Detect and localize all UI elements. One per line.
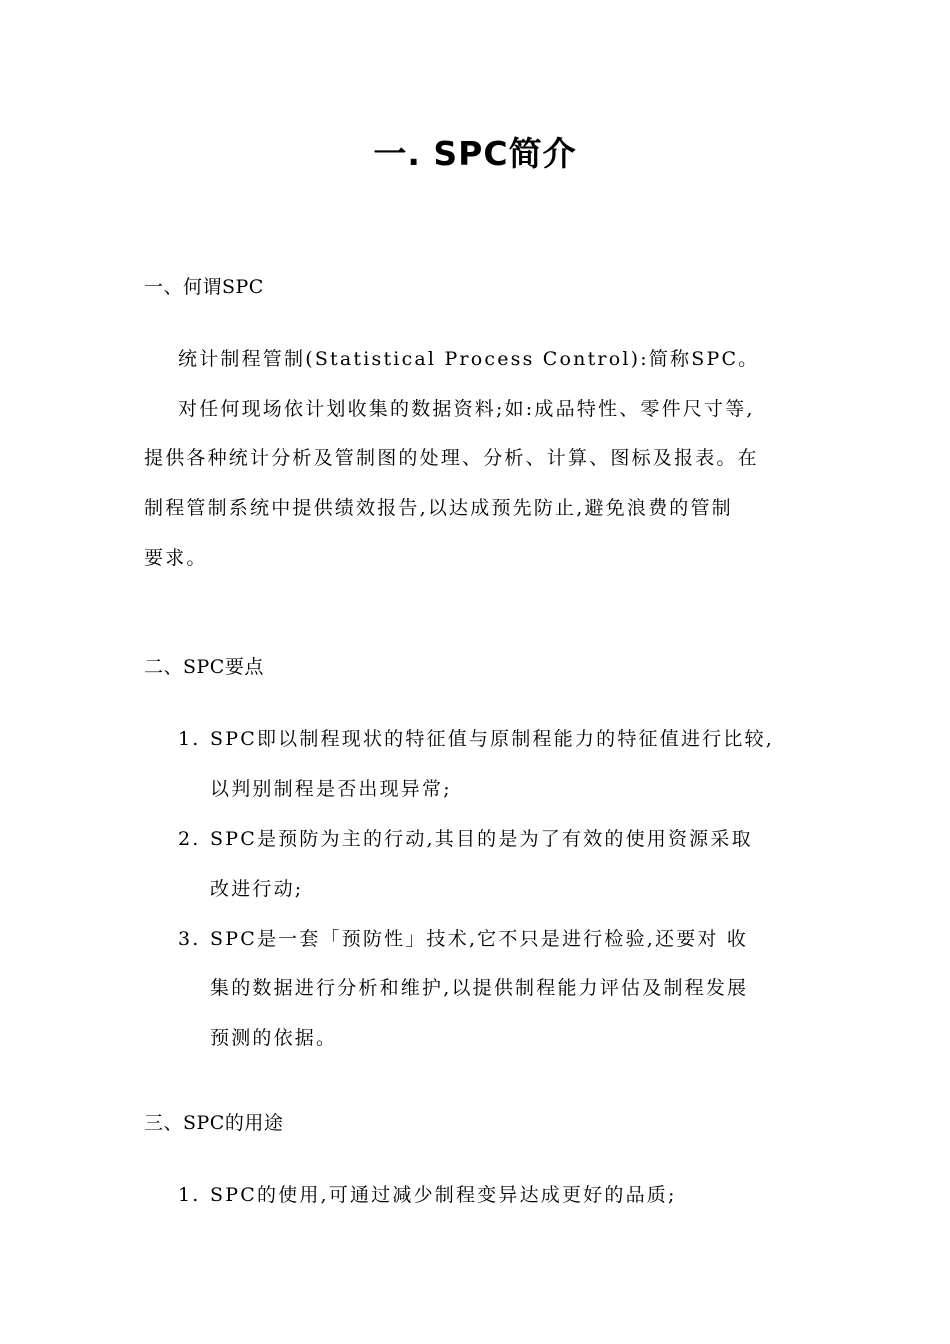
page-title: 一. SPC简介 xyxy=(373,134,577,173)
list-item-number: 2. xyxy=(178,828,201,850)
list-item xyxy=(178,1180,677,1207)
list-item xyxy=(178,824,753,851)
list-item-text: SPC的使用,可通过减少制程变异达成更好的品质; xyxy=(210,1184,677,1206)
section-heading-what-is-spc: 一、何谓SPC xyxy=(144,276,264,298)
section-heading-spc-key-points: 二、SPC要点 xyxy=(144,656,264,678)
list-item xyxy=(178,724,774,751)
list-item-text: SPC即以制程现状的特征值与原制程能力的特征值进行比较, xyxy=(210,728,774,750)
paragraph-line: 统计制程管制(Statistical Process Control):简称SPC。 xyxy=(178,348,760,370)
list-item-number: 3. xyxy=(178,928,201,950)
list-item-text: SPC是预防为主的行动,其目的是为了有效的使用资源采取 xyxy=(210,828,753,850)
paragraph-line: 提供各种统计分析及管制图的处理、分析、计算、图标及报表。在 xyxy=(144,447,759,469)
section-heading-spc-uses: 三、SPC的用途 xyxy=(144,1112,284,1134)
paragraph-line: 要求。 xyxy=(144,547,208,569)
list-item-continuation: 集的数据进行分析和维护,以提供制程能力评估及制程发展 xyxy=(210,977,749,999)
list-item-number: 1. xyxy=(178,1184,201,1206)
list-item-continuation: 以判别制程是否出现异常; xyxy=(210,778,452,800)
list-item xyxy=(178,924,748,951)
list-item-continuation: 预测的依据。 xyxy=(210,1027,338,1049)
list-item-continuation: 改进行动; xyxy=(210,878,304,900)
list-item-text: SPC是一套「预防性」技术,它不只是进行检验,还要对 收 xyxy=(210,928,749,950)
paragraph-line: 制程管制系统中提供绩效报告,以达成预先防止,避免浪费的管制 xyxy=(144,497,733,519)
paragraph-line: 对任何现场依计划收集的数据资料;如:成品特性、零件尺寸等, xyxy=(178,398,755,420)
list-item-number: 1. xyxy=(178,728,201,750)
